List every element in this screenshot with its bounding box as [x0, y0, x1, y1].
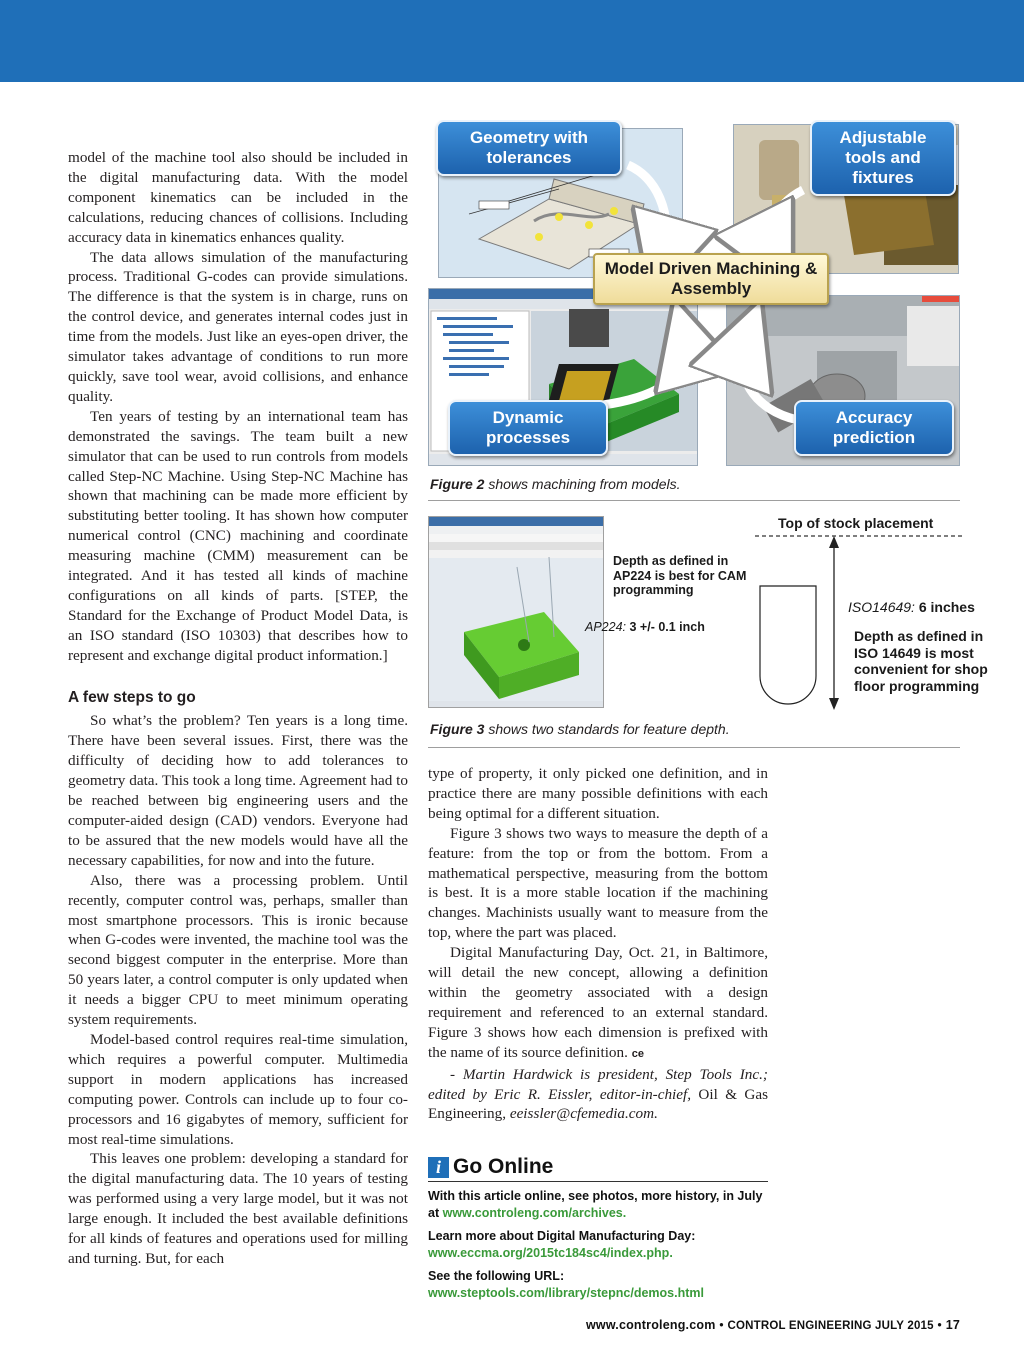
paragraph: model of the machine tool also should be included in the digital manufacturing data. With the model component kinematics can be included in the calculations, reducing chances of collisions. Including accuracy data in kinematics enhances quality.	[68, 149, 408, 246]
go-online-box	[428, 1155, 768, 1302]
paragraph: Ten years of testing by an international team has demonstrated the savings. The team built a new simulator that can be used to run controls from models called Step-NC Machine. Using Step-NC Machine has shown that machining can be made more efficient by substituting better tooling. It has shown how computer numerical control (CNC) machining and coordinate measuring machine (CMM) measurement can be integrated. And it has tested all kinds of machine configurations on all kinds of parts. [STEP, the Standard for the Exchange of Product Model Data, is an ISO standard (ISO 10303) that describes how to represent and exchange digital product information.]	[68, 407, 408, 664]
go-online-heading	[428, 1155, 768, 1182]
page-footer	[586, 1318, 960, 1332]
page-number: 17	[945, 1318, 960, 1332]
go-online-title: Go Online	[453, 1155, 554, 1178]
iso-note: Depth as defined in ISO 14649 is most convenient for shop floor programming	[854, 628, 988, 694]
footer-site[interactable]: www.controleng.com	[585, 1318, 716, 1332]
footer-bullet: •	[937, 1318, 942, 1332]
archives-link[interactable]: www.controleng.com/archives.	[442, 1206, 627, 1220]
paragraph: Model-based control requires real-time simulation, which requires a powerful computer. Multimedia support in modern applications has increased computing power. Controls can include up to four co-processors and 16 gigabytes of memory, sufficient for most real-time simulations.	[68, 1030, 408, 1148]
left-column	[68, 148, 408, 1269]
steptools-link[interactable]: www.steptools.com/library/stepnc/demos.html	[428, 1286, 704, 1300]
go-online-item	[428, 1188, 768, 1222]
eccma-link[interactable]: www.eccma.org/2015tc184sc4/index.php.	[428, 1246, 673, 1260]
caption-label: Figure 2	[430, 476, 485, 492]
author-byline	[428, 1065, 768, 1125]
divider	[428, 500, 960, 501]
section-subhead: A few steps to go	[68, 688, 196, 706]
ap224-prefix: AP224:	[585, 620, 627, 634]
label-adjustable-tools: Adjustable tools and fixtures	[810, 120, 956, 196]
figure-2-graphic	[428, 120, 960, 466]
divider	[428, 747, 960, 748]
header-banner	[0, 0, 1024, 82]
caption-text: shows machining from models.	[488, 476, 681, 492]
go-online-text: With this article online, see photos, more history, in July at	[428, 1189, 763, 1220]
iso-dimension	[848, 600, 975, 615]
go-online-item	[428, 1228, 768, 1262]
paragraph: This leaves one problem: developing a standard for the digital manufacturing data. The 10 years of testing was performed using a very large model, but it was not large enough. It included the best available definitions for all kinds of features and operations used for milling and turning. But, for each	[68, 1150, 408, 1267]
byline-italic: - Martin Hardwick is president, Step Tools Inc.; edited by Eric R. Eissler, editor-in-chief,	[428, 1065, 768, 1103]
paragraph: Also, there was a processing problem. Until recently, computer control was, perhaps, smaller than most smartphone processors. This is ironic because when G-codes were invented, the machine tool was the second biggest computer in the enterprise. More than 50 years later, a control computer is only updated when it needs a bigger CPU to meet minimum operating system requirements.	[68, 871, 408, 1029]
ap224-value: 3 +/- 0.1 inch	[629, 620, 705, 634]
end-mark: ce	[631, 1047, 644, 1060]
footer-publication: CONTROL ENGINEERING JULY 2015	[727, 1320, 934, 1332]
paragraph-text: Figure 3 shows two ways to measure the depth of a feature: from the top or from the bottom. From a mathematical perspective, measuring from the bottom is best. It is a more stable location if the machining changes. Machinists usually want to measure from the top, where the part was placed.	[428, 824, 768, 942]
paragraph	[428, 943, 768, 1064]
byline-publication: Oil & Gas Engineering,	[428, 1085, 769, 1123]
label-dynamic-processes: Dynamic processes	[448, 400, 608, 456]
caption-text: shows two standards for feature depth.	[488, 721, 730, 737]
label-model-driven: Model Driven Machining & Assembly	[593, 253, 829, 305]
iso-value: 6 inches	[918, 599, 975, 615]
byline-email[interactable]: eeissler@cfemedia.com.	[509, 1105, 658, 1123]
right-column	[428, 764, 768, 1124]
paragraph	[428, 824, 768, 943]
stepnc-window-image	[429, 517, 604, 708]
paragraph-text: Digital Manufacturing Day, Oct. 21, in Baltimore, will detail the new concept, allowing a definition within the geometry associated with a design requirement and referenced to an external standard. Figure 3 shows how each dimension is prefixed with the name of its source definition.	[428, 944, 768, 1061]
ap224-dimension	[585, 620, 705, 635]
label-geometry-tolerances: Geometry with tolerances	[436, 120, 622, 176]
ap224-note: Depth as defined in AP224 is best for CAM programming	[613, 554, 747, 597]
info-icon: i	[428, 1157, 449, 1178]
figure-3-screenshot	[428, 516, 604, 708]
caption-label: Figure 3	[430, 721, 485, 737]
paragraph: So what’s the problem? Ten years is a long time. There have been several issues. First, there was the difficulty of deciding how to add tolerances to geometry data. This took a long time. Agreement had to be reached between big engineering users and the computer-aided design (CAD) vendors. Everyone had to be assured that the new models would have all the necessary capabilities, for now and into the future.	[68, 712, 408, 869]
go-online-item	[428, 1268, 768, 1302]
label-accuracy-prediction: Accuracy prediction	[794, 400, 954, 456]
iso-prefix: ISO14649:	[848, 599, 915, 615]
figure-3-caption	[430, 721, 730, 737]
top-of-stock-label: Top of stock placement	[778, 515, 934, 531]
figure-2-caption	[430, 476, 681, 492]
paragraph: The data allows simulation of the manufacturing process. Traditional G-codes can provide simulations. The difference is that the system is in charge, runs on the control device, and generates internal codes just in time from the models. Just like an eyes-open driver, the simulator takes advantage of conditions to run more quickly, save tool wear, avoid collisions, and enhance quality.	[68, 248, 408, 405]
go-online-text: Learn more about Digital Manufacturing Day:	[428, 1229, 696, 1243]
footer-bullet: •	[719, 1318, 724, 1332]
paragraph: type of property, it only picked one definition, and in practice there are many possible definitions with each being optimal for a different situation.	[428, 765, 768, 822]
go-online-text: See the following URL:	[428, 1269, 565, 1283]
